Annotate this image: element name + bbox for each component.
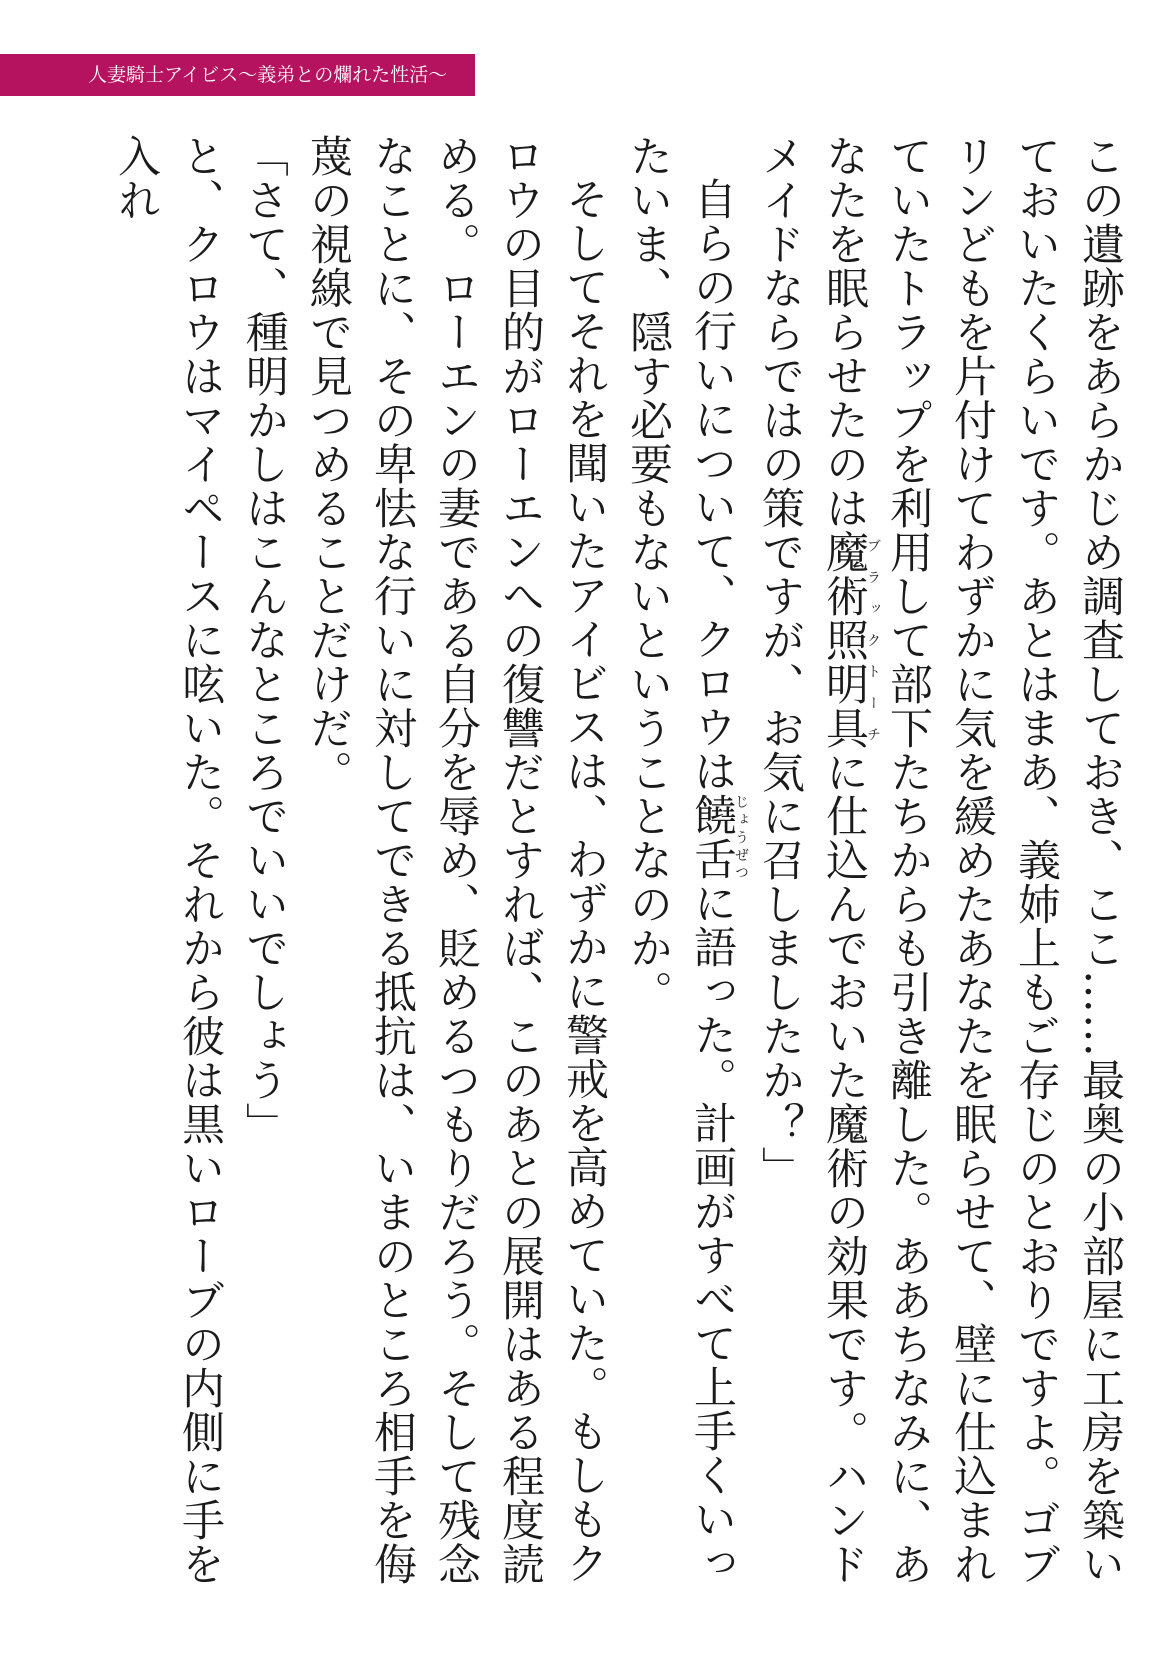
ruby-reading: じょうぜつ bbox=[733, 793, 749, 881]
text-segment: 自らの行いについて、クロウは bbox=[687, 177, 737, 793]
paragraph bbox=[104, 134, 232, 1624]
ruby-base: 魔術照明具 bbox=[819, 530, 869, 750]
paragraph bbox=[748, 134, 1132, 1624]
text-segment: と、クロウはマイペースに呟いた。それから彼は黒いローブの内側に手を入れ bbox=[111, 134, 225, 1586]
text-segment: に仕込んでおいた魔術の効果です。ハンドメイドならではの策ですが、お気に召しましたか？」 bbox=[755, 134, 869, 1586]
book-title: 人妻騎士アイビス〜義弟との爛れた性活〜 bbox=[88, 64, 448, 86]
ruby-reading: ブラックトーチ bbox=[865, 530, 881, 750]
text-segment: 「さて、種明かしはこんなところでいいでしょう」 bbox=[239, 134, 289, 1146]
ruby-term bbox=[687, 793, 749, 881]
paragraph bbox=[296, 134, 616, 1624]
dialogue-line bbox=[232, 134, 296, 1624]
text-segment: そしてそれを聞いたアイビスは、わずかに警戒を高めていた。もしもクロウの目的がローエンへの復讐だとすれば、このあとの展開はある程度読める。ローエンの妻である自分を辱め、貶めるつもりだろう。そして残念なことに、その卑怯な行いに対してできる抵抗は、いまのところ相手を侮蔑の視線で見つめることだけだ。 bbox=[303, 134, 609, 1586]
text-segment: に語った。計画がすべて上手くいったいま、隠す必要もないということなのか。 bbox=[623, 134, 737, 1585]
text-segment: この遺跡をあらかじめ調査しておき、ここ……最奥の小部屋に工房を築いておいたくらいです。あとはまあ、義姉上もご存じのとおりですよ。ゴブリンどもを片付けてわずかに気を緩めたあなたを眠らせて、壁に仕込まれていたトラップを利用して部下たちからも引き離した。ああちなみに、あなたを眠らせたのは bbox=[819, 134, 1125, 1586]
ruby-term bbox=[819, 530, 881, 750]
running-header bbox=[0, 54, 475, 96]
paragraph bbox=[616, 134, 748, 1624]
ruby-base: 饒舌 bbox=[687, 793, 737, 881]
body-text bbox=[42, 134, 1132, 1624]
